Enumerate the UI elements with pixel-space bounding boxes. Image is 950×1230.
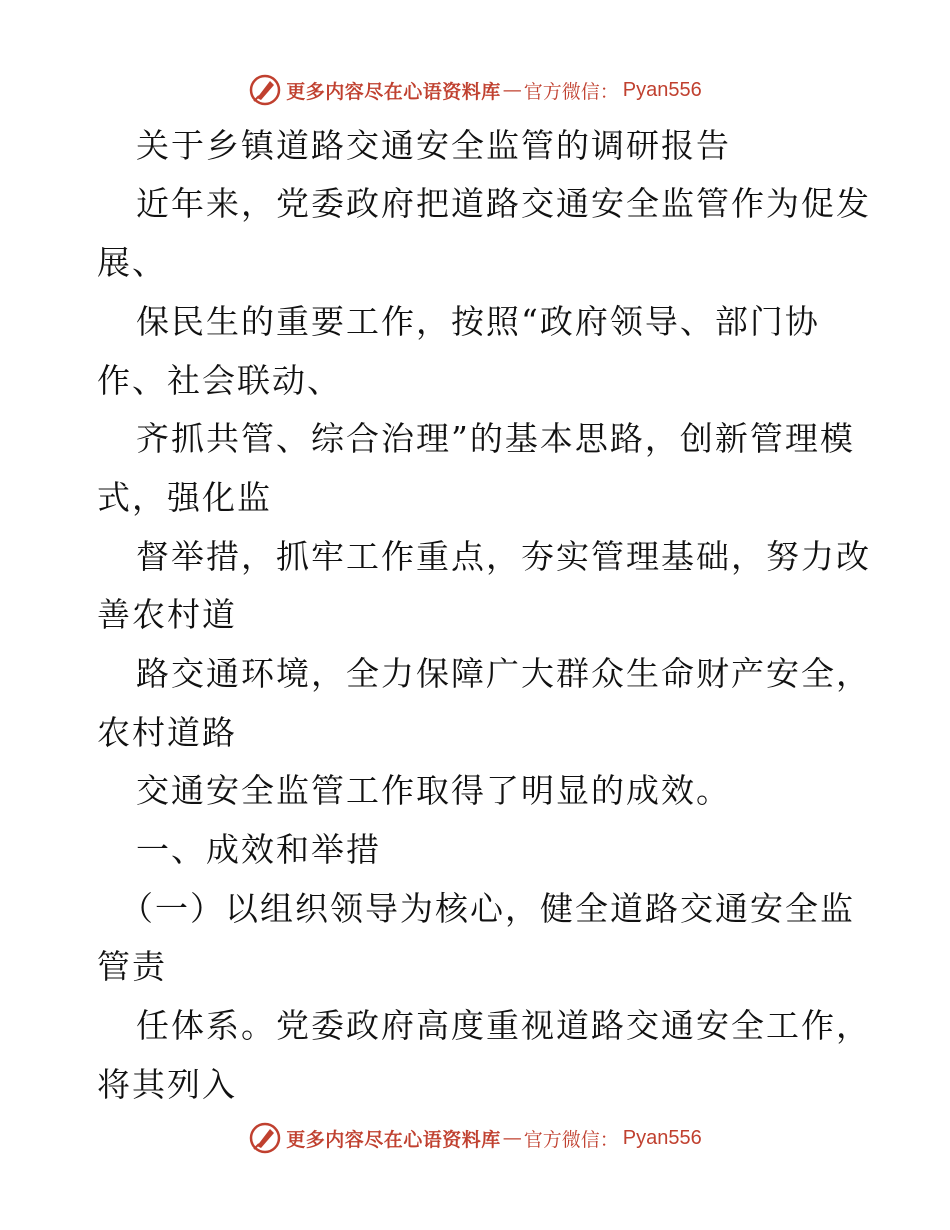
doc-line: 交通安全监管工作取得了明显的成效。 — [136, 771, 731, 810]
doc-line: 督举措，抓牢工作重点，夯实管理基础，努力改 — [136, 537, 871, 576]
doc-title: 关于乡镇道路交通安全监管的调研报告 — [136, 126, 731, 165]
doc-line: 齐抓共管、综合治理”的基本思路，创新管理模 — [136, 419, 855, 458]
doc-subsection-heading: （一）以组织领导为核心，健全道路交通安全监 — [120, 889, 855, 928]
doc-line: 善农村道 — [97, 595, 237, 634]
banner-wechat-handle: Pyan556 — [622, 1126, 702, 1149]
footer-banner — [0, 1118, 950, 1158]
doc-line: 近年来，党委政府把道路交通安全监管作为促发 — [136, 184, 871, 223]
banner-site-text: 更多内容尽在心语资料库 — [286, 1128, 501, 1151]
doc-line: 展、 — [97, 243, 167, 282]
doc-line: 保民生的重要工作，按照“政府领导、部门协 — [136, 302, 820, 341]
doc-line: 作、社会联动、 — [97, 361, 342, 400]
quill-pen-logo-icon — [248, 1121, 282, 1155]
banner-site-text: 更多内容尽在心语资料库 — [286, 80, 501, 103]
doc-line: 管责 — [97, 947, 167, 986]
doc-section-heading: 一、成效和举措 — [136, 830, 381, 869]
doc-line: 任体系。党委政府高度重视道路交通安全工作， — [136, 1006, 871, 1045]
banner-wechat-label: 官方微信： — [523, 80, 619, 103]
doc-line: 农村道路 — [97, 713, 237, 752]
banner-wechat-label: 官方微信： — [523, 1128, 619, 1151]
doc-line: 将其列入 — [97, 1065, 237, 1104]
doc-line: 式，强化监 — [97, 478, 272, 517]
banner-separator: — — [502, 79, 522, 101]
banner-separator: — — [502, 1127, 522, 1149]
doc-line: 路交通环境，全力保障广大群众生命财产安全， — [136, 654, 871, 693]
banner-wechat-handle: Pyan556 — [622, 78, 702, 101]
